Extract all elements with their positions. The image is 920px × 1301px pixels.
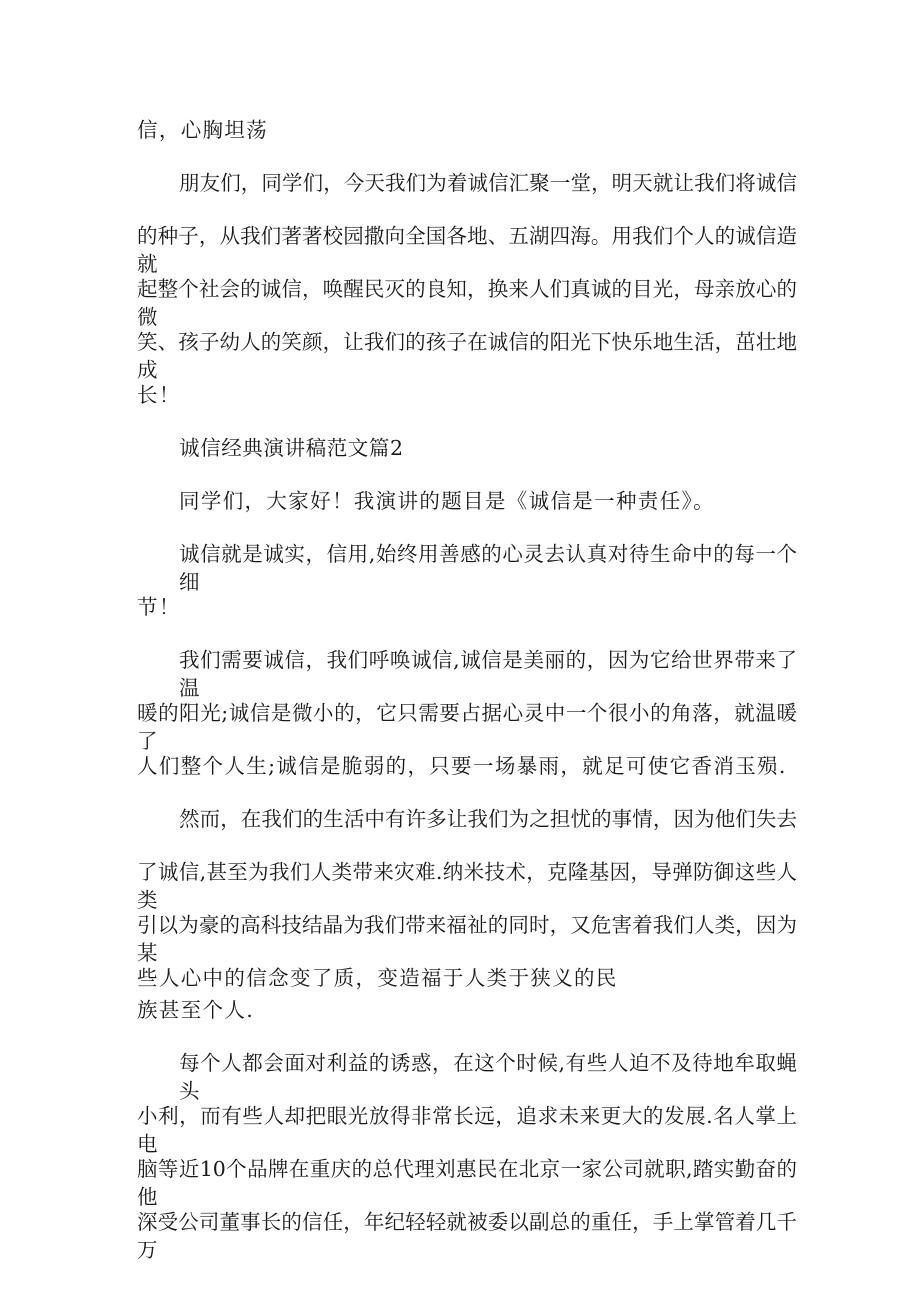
text-line: 长！ [137, 383, 181, 407]
text-line: 引以为豪的高科技结晶为我们带来福祉的同时，又危害着我们人类，因为某 [137, 913, 797, 965]
paragraph-first-line: 我们需要诚信，我们呼唤诚信,诚信是美丽的，因为它给世界带来了温 [179, 648, 797, 700]
text-line: 些人心中的信念变了质，变造福于人类于狭义的民 [137, 966, 618, 990]
text-line: 人们整个人生;诚信是脆弱的，只要一场暴雨，就足可使它香消玉殒. [137, 754, 787, 778]
paragraph-first-line: 同学们，大家好！我演讲的题目是《诚信是一种责任》。 [179, 489, 715, 513]
text-line: 笑、孩子幼人的笑颜，让我们的孩子在诚信的阳光下快乐地生活，茁壮地成 [137, 330, 797, 382]
text-line: 暖的阳光;诚信是微小的，它只需要占据心灵中一个很小的角落，就温暖了 [137, 701, 797, 753]
paragraph-first-line: 朋友们，同学们，今天我们为着诚信汇聚一堂，明天就让我们将诚信 [179, 171, 797, 195]
paragraph-first-line: 然而，在我们的生活中有许多让我们为之担忧的事情，因为他们失去 [179, 807, 797, 831]
text-line: 族甚至个人. [137, 998, 255, 1022]
paragraph-first-line: 每个人都会面对利益的诱惑，在这个时候,有些人迫不及待地牟取蝇头 [179, 1051, 797, 1103]
text-line: 的种子，从我们著著校园撒向全国各地、五湖四海。用我们个人的诚信造就 [137, 224, 797, 276]
text-line: 起整个社会的诚信，唤醒民灭的良知，换来人们真诚的目光，母亲放心的微 [137, 277, 797, 329]
text-line: 信，心胸坦荡 [137, 118, 269, 142]
text-line: 了诚信,甚至为我们人类带来灾难.纳米技术，克隆基因，导弹防御这些人类 [137, 860, 797, 912]
text-line: 脑等近10个品牌在重庆的总代理刘惠民在北京一家公司就职,踏实勤奋的他 [137, 1157, 797, 1209]
text-line: 节！ [137, 595, 181, 619]
text-line: 深受公司董事长的信任，年纪轻轻就被委以副总的重任，手上掌管着几千万 [137, 1210, 797, 1262]
paragraph-first-line: 诚信就是诚实，信用,始终用善感的心灵去认真对待生命中的每一个细 [179, 542, 797, 594]
section-heading: 诚信经典演讲稿范文篇2 [179, 436, 404, 460]
text-line: 小利，而有些人却把眼光放得非常长远，追求未来更大的发展.名人掌上电 [137, 1104, 797, 1156]
